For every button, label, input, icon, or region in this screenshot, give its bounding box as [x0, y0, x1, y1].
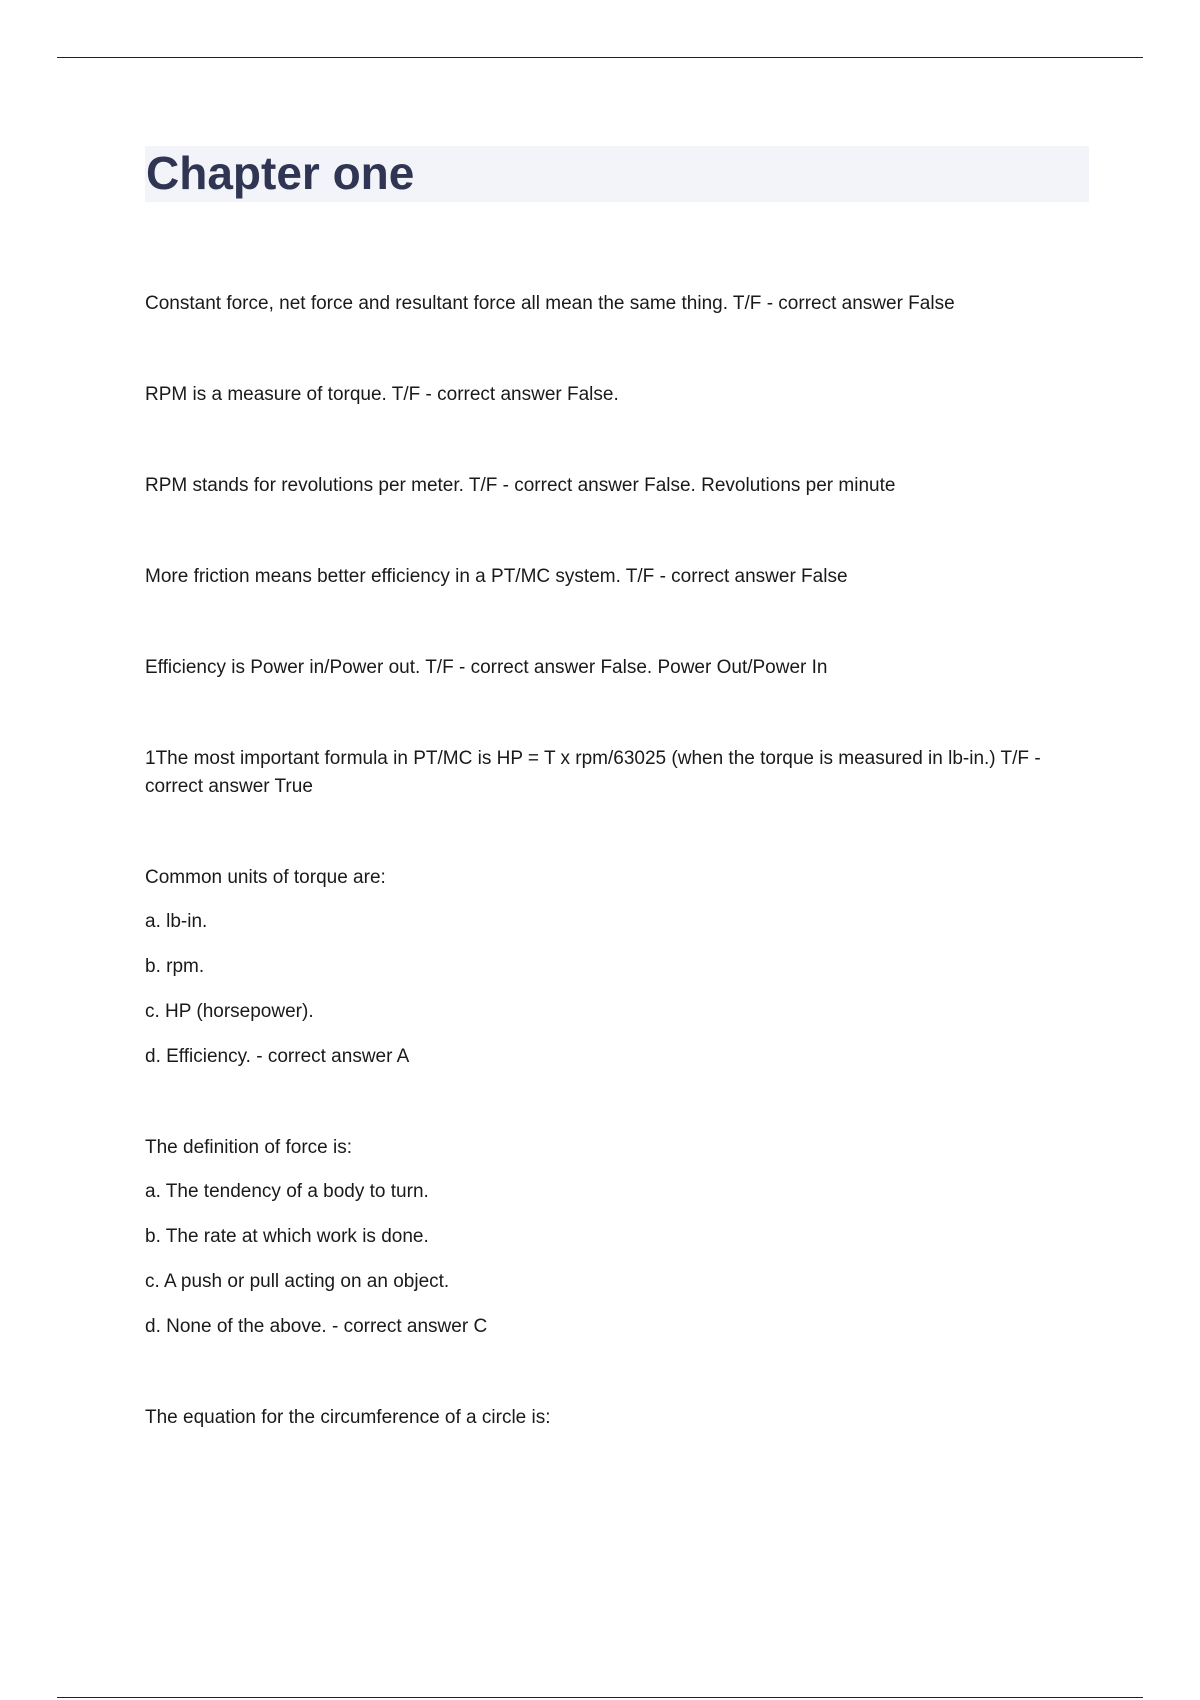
- question-text: The equation for the circumference of a circle is:: [145, 1407, 551, 1428]
- question-text: Constant force, net force and resultant force all mean the same thing. T/F - correct answer False: [145, 293, 955, 314]
- question-text: RPM stands for revolutions per meter. T/F - correct answer False. Revolutions per minute: [145, 475, 896, 496]
- question-text: 1The most important formula in PT/MC is HP = T x rpm/63025 (when the torque is measured in lb-in.) T/F - correct answer True: [145, 748, 1041, 797]
- option-b: b. The rate at which work is done.: [145, 1226, 429, 1247]
- option-b: b. rpm.: [145, 956, 205, 977]
- answer-options: [145, 908, 1065, 1071]
- question-text: RPM is a measure of torque. T/F - correct answer False.: [145, 384, 619, 405]
- bottom-rule: [57, 1697, 1143, 1698]
- option-c: c. HP (horsepower).: [145, 1001, 314, 1022]
- mc-question-force-definition: [145, 1134, 1065, 1341]
- option-d: d. Efficiency. - correct answer A: [145, 1046, 410, 1067]
- answer-options: [145, 1178, 1065, 1341]
- tf-question: [145, 381, 1065, 409]
- mc-question-torque-units: [145, 864, 1065, 1071]
- question-circumference: [145, 1404, 1065, 1432]
- question-text: More friction means better efficiency in a PT/MC system. T/F - correct answer False: [145, 566, 848, 587]
- question-text: Efficiency is Power in/Power out. T/F - correct answer False. Power Out/Power In: [145, 657, 828, 678]
- question-text: The definition of force is:: [145, 1137, 352, 1158]
- tf-question: [145, 290, 1065, 318]
- tf-question: [145, 745, 1065, 801]
- chapter-heading: Chapter one: [146, 147, 415, 199]
- tf-question: [145, 563, 1065, 591]
- option-c: c. A push or pull acting on an object.: [145, 1271, 450, 1292]
- option-d: d. None of the above. - correct answer C: [145, 1316, 488, 1337]
- document-body: [145, 290, 1065, 1495]
- top-rule: [57, 57, 1143, 58]
- tf-question: [145, 654, 1065, 682]
- option-a: a. lb-in.: [145, 911, 208, 932]
- tf-question: [145, 472, 1065, 500]
- option-a: a. The tendency of a body to turn.: [145, 1181, 429, 1202]
- question-text: Common units of torque are:: [145, 867, 386, 888]
